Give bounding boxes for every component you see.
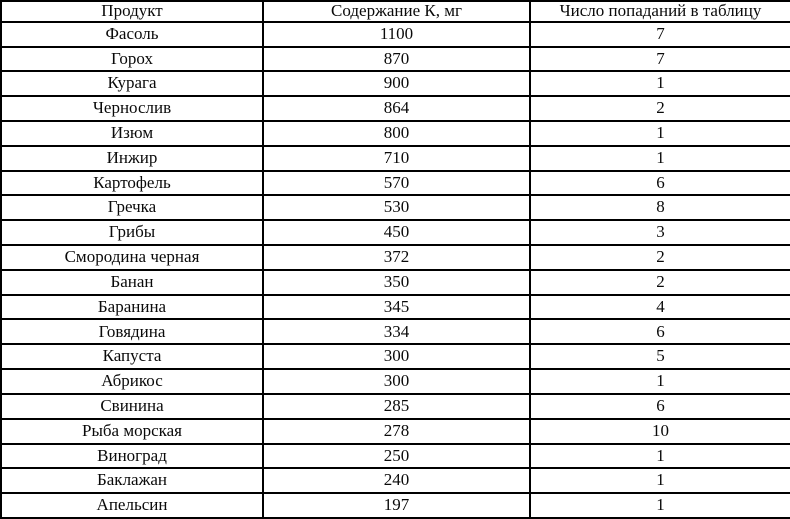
product-cell: Курага [1, 71, 263, 96]
table-row [1, 195, 790, 220]
table-row [1, 319, 790, 344]
potassium-cell: 372 [263, 245, 530, 270]
potassium-cell: 250 [263, 444, 530, 469]
product-cell: Смородина черная [1, 245, 263, 270]
product-cell: Виноград [1, 444, 263, 469]
hits-cell: 10 [530, 419, 790, 444]
product-cell: Картофель [1, 171, 263, 196]
potassium-cell: 345 [263, 295, 530, 320]
hits-cell: 1 [530, 444, 790, 469]
product-cell: Чернослив [1, 96, 263, 121]
table-row [1, 146, 790, 171]
potassium-cell: 570 [263, 171, 530, 196]
hits-cell: 6 [530, 319, 790, 344]
hits-cell: 1 [530, 121, 790, 146]
product-cell: Баранина [1, 295, 263, 320]
table-row [1, 468, 790, 493]
potassium-cell: 1100 [263, 22, 530, 47]
product-cell: Апельсин [1, 493, 263, 518]
potassium-cell: 530 [263, 195, 530, 220]
potassium-cell: 864 [263, 96, 530, 121]
table-row [1, 270, 790, 295]
potassium-cell: 800 [263, 121, 530, 146]
table-row [1, 47, 790, 72]
table-row [1, 394, 790, 419]
hits-cell: 2 [530, 270, 790, 295]
table-row [1, 96, 790, 121]
hits-cell: 6 [530, 394, 790, 419]
product-cell: Рыба морская [1, 419, 263, 444]
hits-cell: 1 [530, 468, 790, 493]
product-cell: Свинина [1, 394, 263, 419]
potassium-cell: 300 [263, 369, 530, 394]
product-cell: Инжир [1, 146, 263, 171]
product-cell: Говядина [1, 319, 263, 344]
potassium-cell: 450 [263, 220, 530, 245]
hits-cell: 2 [530, 96, 790, 121]
table-row [1, 344, 790, 369]
col-header-product: Продукт [1, 1, 263, 22]
hits-cell: 7 [530, 22, 790, 47]
col-header-hits: Число попаданий в таблицу [530, 1, 790, 22]
hits-cell: 1 [530, 146, 790, 171]
table-row [1, 171, 790, 196]
table-row [1, 369, 790, 394]
col-header-potassium: Содержание К, мг [263, 1, 530, 22]
table-row [1, 493, 790, 518]
table-row [1, 245, 790, 270]
hits-cell: 4 [530, 295, 790, 320]
table-row [1, 22, 790, 47]
hits-cell: 5 [530, 344, 790, 369]
product-cell: Гречка [1, 195, 263, 220]
potassium-cell: 197 [263, 493, 530, 518]
product-cell: Грибы [1, 220, 263, 245]
product-cell: Капуста [1, 344, 263, 369]
product-cell: Банан [1, 270, 263, 295]
hits-cell: 3 [530, 220, 790, 245]
table-row [1, 121, 790, 146]
product-cell: Горох [1, 47, 263, 72]
potassium-cell: 710 [263, 146, 530, 171]
potassium-cell: 240 [263, 468, 530, 493]
hits-cell: 8 [530, 195, 790, 220]
table-row [1, 444, 790, 469]
potassium-cell: 900 [263, 71, 530, 96]
header-row [1, 1, 790, 22]
table-row [1, 220, 790, 245]
hits-cell: 2 [530, 245, 790, 270]
product-cell: Баклажан [1, 468, 263, 493]
potassium-cell: 350 [263, 270, 530, 295]
hits-cell: 1 [530, 71, 790, 96]
potassium-cell: 300 [263, 344, 530, 369]
hits-cell: 6 [530, 171, 790, 196]
potassium-cell: 285 [263, 394, 530, 419]
potassium-cell: 334 [263, 319, 530, 344]
hits-cell: 1 [530, 493, 790, 518]
product-cell: Фасоль [1, 22, 263, 47]
potassium-cell: 870 [263, 47, 530, 72]
table-row [1, 419, 790, 444]
product-cell: Изюм [1, 121, 263, 146]
table-row [1, 71, 790, 96]
hits-cell: 1 [530, 369, 790, 394]
hits-cell: 7 [530, 47, 790, 72]
potassium-cell: 278 [263, 419, 530, 444]
product-cell: Абрикос [1, 369, 263, 394]
table-row [1, 295, 790, 320]
